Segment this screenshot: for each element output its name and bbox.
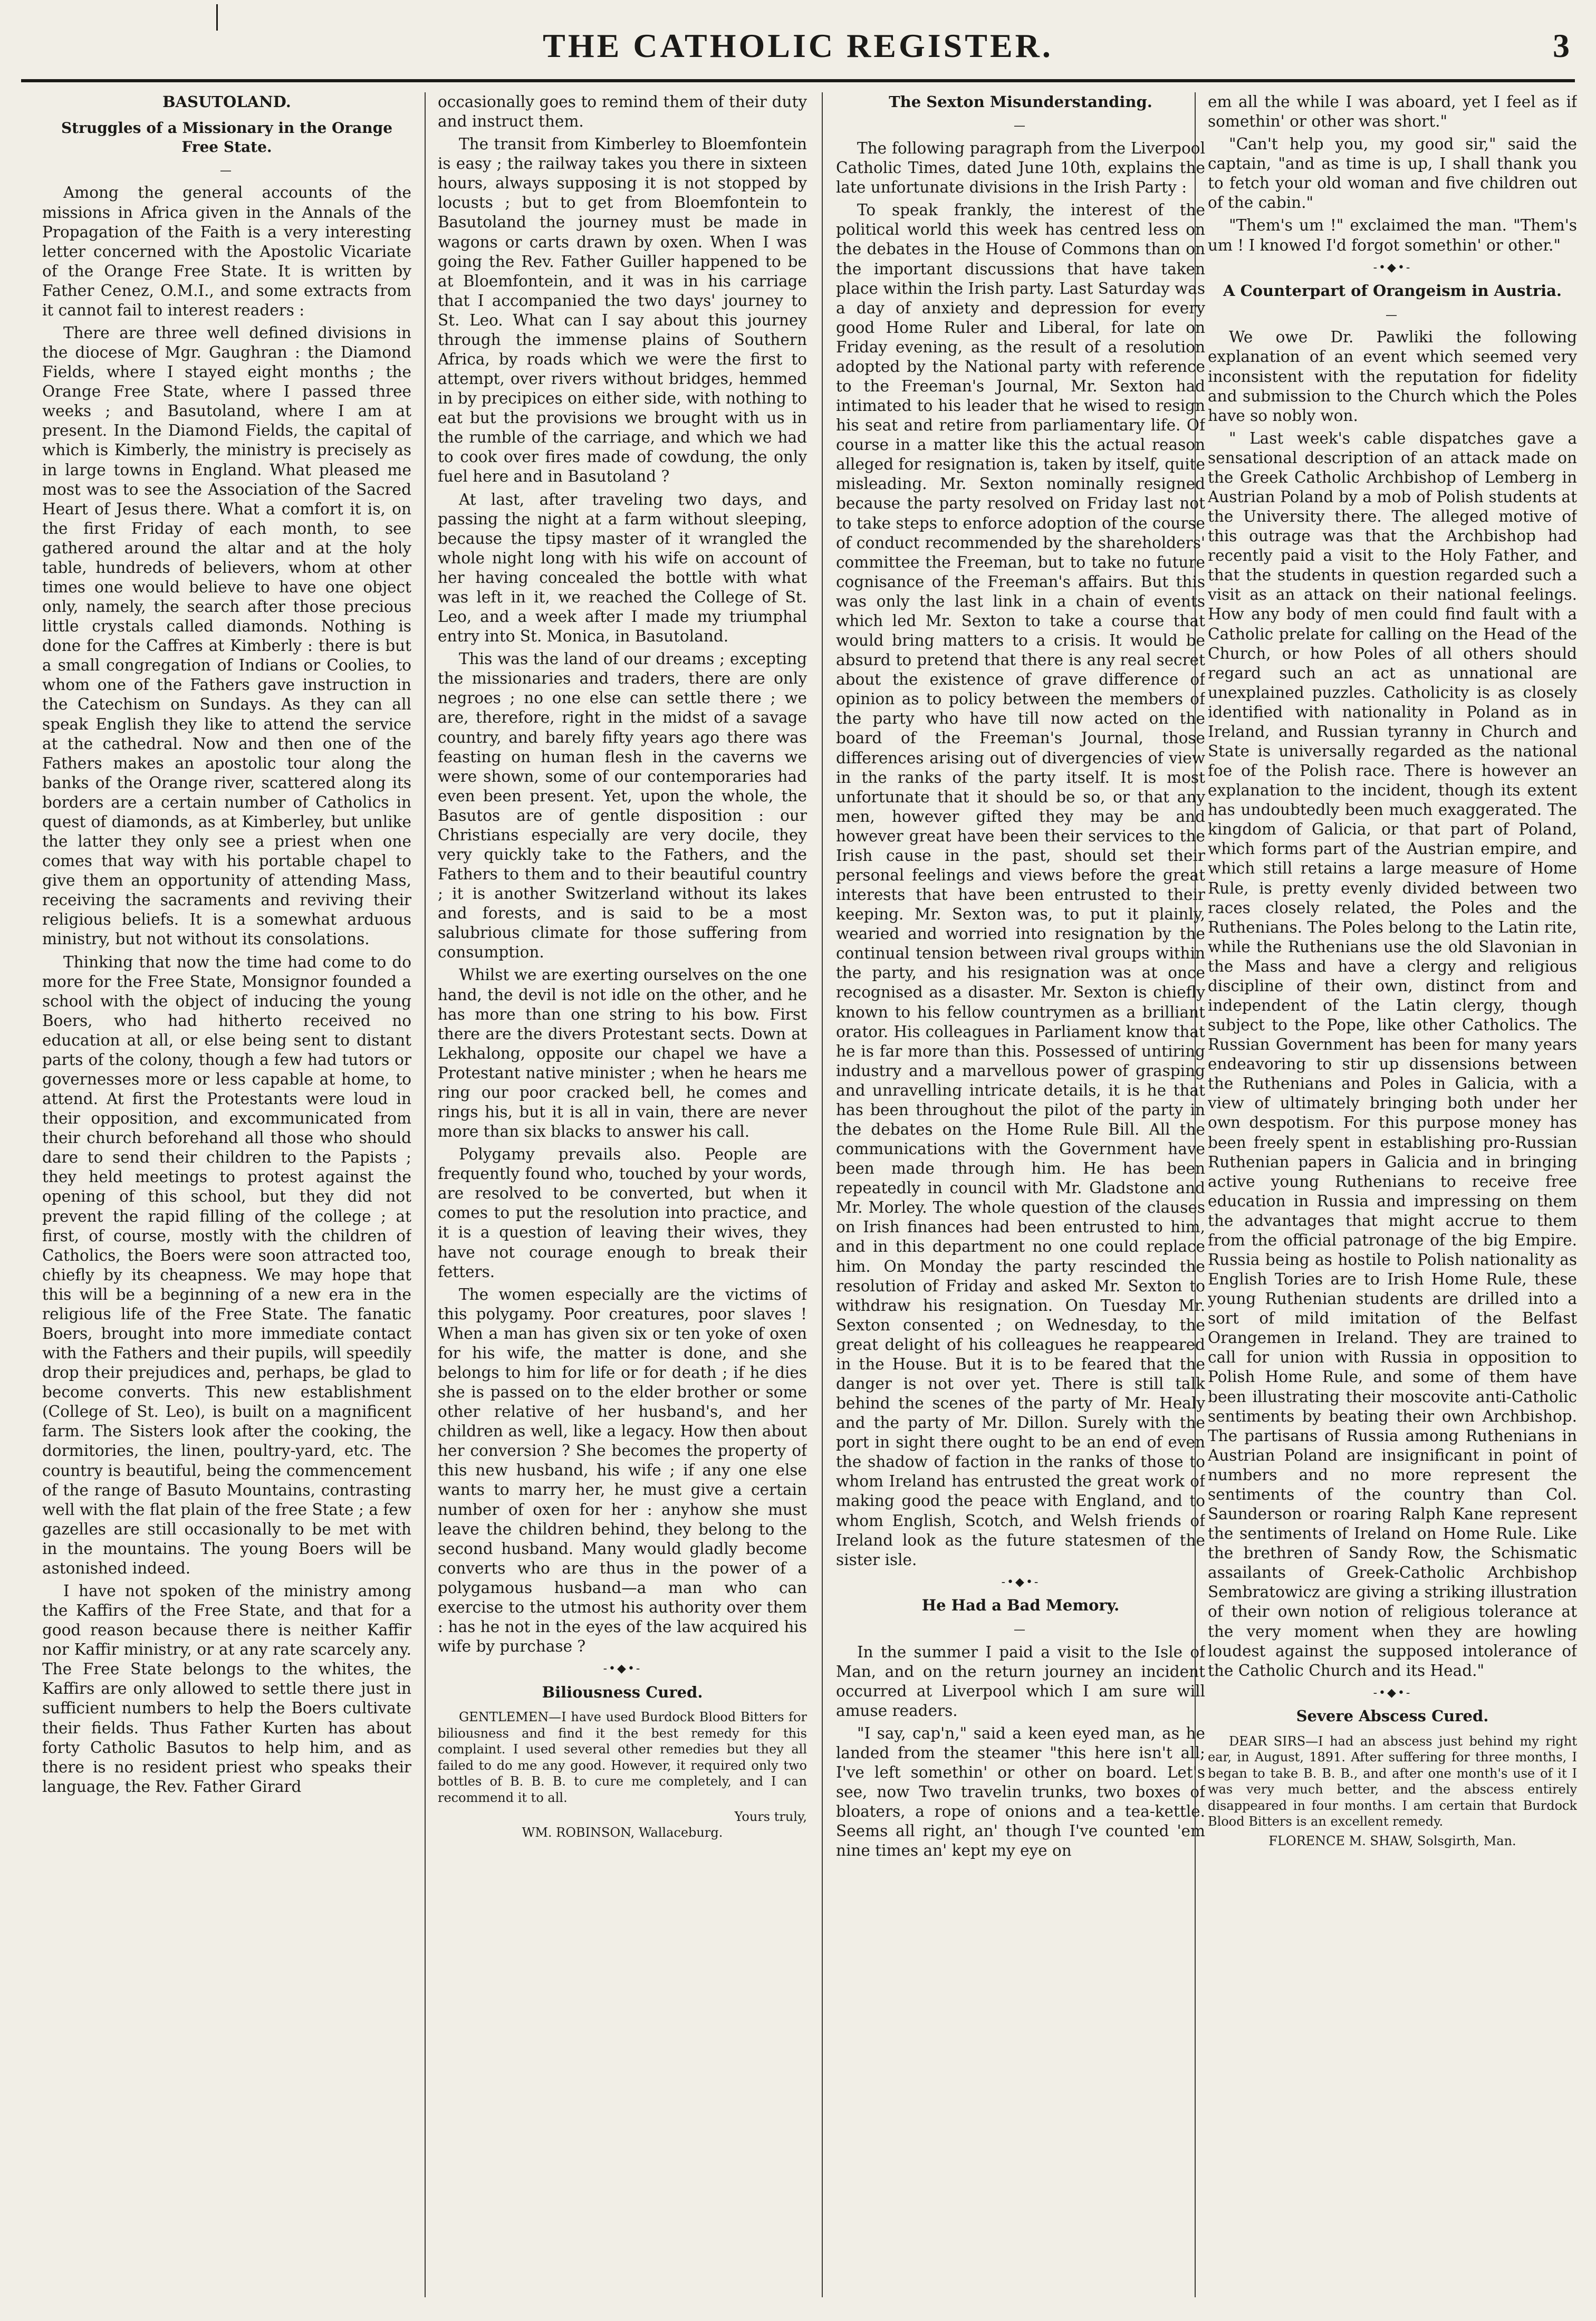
column-2	[438, 92, 807, 2297]
column-rule	[425, 92, 426, 2297]
column-rule	[822, 92, 823, 2297]
paragraph: In the summer I paid a visit to the Isle of Man, and on the return journey an incident occurred at Liverpool which I am sure will amuse readers.	[836, 1643, 1205, 1720]
ad-body: GENTLEMEN—I have used Burdock Blood Bitters for biliousness and find it the best remedy for this complaint. I used several other remedies but they all failed to do me any good. However, it required only two bottles of B. B. B. to cure me completely, and I can recommend it to all.	[438, 1710, 807, 1805]
separator-ornament: -•◆•-	[603, 1662, 642, 1676]
short-rule: —	[1386, 308, 1399, 322]
article-heading: He Had a Bad Memory.	[921, 1596, 1120, 1615]
short-rule: —	[1014, 1623, 1027, 1636]
separator-ornament: -•◆•-	[1373, 261, 1412, 274]
ad-closing: Yours truly,	[734, 1809, 807, 1825]
short-rule: —	[1014, 119, 1027, 133]
column-1	[42, 92, 411, 2297]
article-heading: A Counterpart of Orangeism in Austria.	[1223, 282, 1562, 300]
ad-heading: Biliousness Cured.	[542, 1683, 703, 1701]
paragraph: I have not spoken of the ministry among the Kaffirs of the Free State, and that for a good reason because there is neither Kaffir nor Kaffir ministry, or at any rate scarcely any. The Free State belongs to the whites, the Kaffirs are only allowed to settle there just in sufficient numbers to help the Boers cultivate their fields. Thus Father Kurten has about forty Catholic Basutos to help him, and as there is no resident priest who speaks their language, the Rev. Father Girard	[42, 1582, 411, 1796]
page-number: 3	[1553, 27, 1570, 64]
paragraph: "Can't help you, my good sir," said the captain, "and as time is up, I shall thank you to fetch your old woman and five children out of the cabin."	[1208, 135, 1577, 212]
paragraph: em all the while I was aboard, yet I feel as if somethin' or other was short."	[1208, 93, 1577, 131]
paragraph: There are three well defined divisions in the diocese of Mgr. Gaughran : the Diamond Fields, where I stayed eight months ; the Orange Free State, where I passed three weeks ; and Basutoland, where I am at present. In the Diamond Fields, the capital of which is Kimberly, the ministry is precisely as in large towns in England. What pleased me most was to see the Association of the Sacred Heart of Jesus there. What a comfort it is, on the first Friday of each month, to see gathered around the altar and at the holy table, hundreds of believers, whom at other times one would believe to have one object only, namely, the search after those precious little crystals called diamonds. Nothing is done for the Caffres at Kimberly : there is but a small congregation of Indians or Coolies, to whom one of the Fathers gave instruction in the Catechism on Sundays. As they can all speak English they like to attend the service at the cathedral. Now and then one of the Fathers makes an apostolic tour along the banks of the Orange river, scattered along its borders are a certain number of Catholics in quest of diamonds, as at Kimberley, but unlike the latter they only see a priest when one comes that way with his portable chapel to give them an opportunity of attending Mass, receiving the sacraments and reviving their religious beliefs. It is a somewhat arduous ministry, but not without its consolations.	[42, 324, 411, 948]
paragraph: occasionally goes to remind them of their duty and instruct them.	[438, 93, 807, 131]
article-heading: The Sexton Misunderstanding.	[889, 93, 1152, 111]
masthead	[21, 11, 1575, 82]
ad-heading: Severe Abscess Cured.	[1296, 1707, 1489, 1725]
paragraph: Among the general accounts of the missions in Africa given in the Annals of the Propagation of the Faith is a very interesting letter concerned with the Apostolic Vicariate of the Orange Free State. It is written by Father Cenez, O.M.I., and some extracts from it cannot fail to interest readers :	[42, 184, 411, 319]
paragraph: To speak frankly, the interest of the political world this week has centred less on the debates in the House of Commons than on the important discussions that have taken place within the Irish party. Last Saturday was a day of anxiety and depression for every good Home Ruler and Liberal, for late on Friday evening, as the result of a resolution adopted by the National party with reference to the Freeman's Journal, Mr. Sexton had intimated to his leader that he wised to resign his seat and retire from parliamentary life. Of course in a matter like this the actual reason alleged for resignation is, taken by itself, quite misleading. Mr. Sexton nominally resigned because the party resolved on Friday last not to take steps to enforce adoption of the course of conduct recommended by the shareholders' committee the Freeman, but to take no future cognisance of the Freeman's affairs. But this was only the last link in a chain of events which led Mr. Sexton to take a course that would bring matters to a crisis. It would be absurd to pretend that there is any real secret about the existence of grave difference of opinion as to policy between the members of the party who have till now acted on the board of the Freeman's Journal, those differences arising out of divergencies of view in the ranks of the party itself. It is most unfortunate that it should be so, or that any men, however gifted they may be and however great have been their services to the Irish cause in the past, should set their personal feelings and views before the great interests that have been entrusted to their keeping. Mr. Sexton was, to put it plainly, wearied and worried into resignation by the continual tension between rival groups within the party, and his resignation was at once recognised as a disaster. Mr. Sexton is chiefly known to his fellow countrymen as a brilliant orator. His colleagues in Parliament know that he is far more than this. Possessed of untiring industry and a marvellous power of grasping and unravelling intricate details, it is he that has been throughout the pilot of the party in the debates on the Home Rule Bill. All the communications with the Government have been made through him. He has been repeatedly in council with Mr. Gladstone and Mr. Morley. The whole question of the clauses on Irish finances had been entrusted to him, and in this department no one could replace him. On Monday the party rescinded the resolution of Friday and asked Mr. Sexton to withdraw his resignation. On Tuesday Mr. Sexton consented ; on Wednesday, to the great delight of his colleagues he reappeared in the House. But it is to be feared that the danger is not over yet. There is still talk behind the scenes of the party of Mr. Healy and the party of Mr. Dillon. Surely with the port in sight there ought to be an end of even the shadow of faction in the ranks of those to whom Ireland has entrusted the great work of making good the peace with England, and to whom English, Scotch, and Welsh friends of Ireland look as the future statesmen of the sister isle.	[836, 201, 1205, 1569]
paragraph: The women especially are the victims of this polygamy. Poor creatures, poor slaves ! When a man has given six or ten yoke of oxen for his wife, the matter is done, and she belongs to him for life or for death ; if he dies she is passed on to the elder brother or some other relative of her husband's, and her children as well, like a legacy. How then about her conversion ? She becomes the property of this new husband, his wife ; if any one else wants to marry her, he must give a certain number of oxen for her : anyhow she must leave the children behind, they belong to the second husband. Many would gladly become converts who are thus in the power of a polygamous husband—a man who can exercise to the utmost his authority over them : has he not in the eyes of the law acquired his wife by purchase ?	[438, 1285, 807, 1656]
paragraph: The following paragraph from the Liverpool Catholic Times, dated June 10th, explains the late unfortunate divisions in the Irish Party :	[836, 139, 1205, 197]
paragraph: We owe Dr. Pawliki the following explanation of an event which seemed very inconsistent with the reputation for fidelity and submission to the Church which the Poles have so nobly won.	[1208, 328, 1577, 425]
column-4	[1208, 92, 1577, 2297]
separator-ornament: -•◆•-	[1373, 1686, 1412, 1700]
paragraph: At last, after traveling two days, and passing the night at a farm without sleeping, because the tipsy master of it wrangled the whole night long with his wife on account of her having concealed the bottle with what was left in it, we reached the College of St. Leo, and a week after I made my triumphal entry into St. Monica, in Basutoland.	[438, 490, 807, 646]
paragraph: Whilst we are exerting ourselves on the one hand, the devil is not idle on the other, and he has more than one string to his bow. First there are the divers Protestant sects. Down at Lekhalong, opposite our chapel we have a Protestant native minister ; when he hears me ring our poor cracked bell, he comes and rings his, but it is all in vain, there are never more than six blacks to answer his call.	[438, 966, 807, 1141]
paragraph: Thinking that now the time had come to do more for the Free State, Monsignor founded a school with the object of inducing the young Boers, who had hitherto received no education at all, or else being sent to distant parts of the colony, though a few had tutors or governesses more or less capable at home, to attend. At first the Protestants were loud in their opposition, and excommunicated from their church beforehand all those who should dare to send their children to the Papists ; they held meetings to protest against the opening of this school, but they did not prevent the rapid filling of the college ; at first, of course, mostly with the children of Catholics, the Boers were soon attracted too, chiefly by its cheapness. We may hope that this will be a beginning of a new era in the religious life of the Free State. The fanatic Boers, brought into more immediate contact with the Fathers and their pupils, will speedily drop their prejudices and, perhaps, be glad to become converts. This new establishment (College of St. Leo), is built on a magnificent farm. The Sisters look after the cooking, the dormitories, the linen, poultry-yard, etc. The country is beautiful, being the commencement of the range of Basuto Mountains, contrasting well with the flat plain of the free State ; a few gazelles are still occasionally to be met with in the mountains. The young Boers will be astonished indeed.	[42, 953, 411, 1577]
paragraph: " Last week's cable dispatches gave a sensational description of an attack made on the Greek Catholic Archbishop of Lemberg in Austrian Poland by a mob of Polish students at the University there. The alleged motive of this outrage was that the Archbishop had recently paid a visit to the Holy Father, and that the students in question regarded such a visit as an attack on their national feelings. How any body of men could find fault with a Catholic prelate for calling on the Head of the Church, or how Poles of all others should regard such an act as unnational are unexplained puzzles. Catholicity is as closely identified with nationality in Poland as in Ireland, and Russian tyranny in Church and State is universally regarded as the national foe of the Polish race. There is however an explanation to the incident, though its extent has undoubtedly been much exaggerated. The kingdom of Galicia, or that part of Poland, which forms part of the Austrian empire, and which still retains a large measure of Home Rule, is pretty evenly divided between two races closely related, the Poles and the Ruthenians. The Poles belong to the Latin rite, while the Ruthenians use the old Slavonian in the Mass and have a clergy and religious discipline of their own, distinct from and independent of the Latin clergy, though subject to the Pope, like other Catholics. The Russian Government has been for many years endeavoring to stir up dissensions between the Ruthenians and Poles in Galicia, with a view of ultimately bringing both under her own despotism. For this purpose money has been freely spent in establishing pro-Russian Ruthenian papers in Galicia and in bringing active young Ruthenians to receive free education in Russia and impressing on them the advantages that might accrue to them from the official patronage of the big Empire. Russia being as hostile to Polish nationality as English Tories are to Irish Home Rule, these young Ruthenian students are drilled into a sort of mild imitation of the Belfast Orangemen in Ireland. They are trained to call for union with Russia in opposition to Polish Home Rule, and some of them have been illustrating their moscovite anti-Catholic sentiments by beating their own Archbishop. The partisans of Russia among Ruthenians in Austrian Poland are insignificant in point of numbers and no more represent the sentiments of the country than Col. Saunderson or roaring Ralph Kane represent the sentiments of Ireland on Home Rule. Like the brethren of Sandy Row, the Schismatic assailants of Greek-Catholic Archbishop Sembratowicz are giving a striking illustration of their own notion of religious tolerance at the very moment when they are howling loudest against the supposed intolerance of the Catholic Church and its Head."	[1208, 429, 1577, 1680]
short-rule: —	[220, 164, 234, 177]
ad-body: DEAR SIRS—I had an abscess just behind my right ear, in August, 1891. After suffering for three months, I began to take B. B. B., and after one month's use of it I was very much better, and the abscess entirely disappeared in four months. I am certain that Burdock Blood Bitters is an excellent remedy.	[1208, 1733, 1577, 1829]
paragraph: "I say, cap'n," said a keen eyed man, as he landed from the steamer "this here isn't all; I've left somethin' or other on board. Let's see, now Two travelin trunks, two boxes of bloaters, a rope of onions and a tea-kettle. Seems all right, an' though I've counted 'em nine times an' kept my eye on	[836, 1724, 1205, 1860]
paragraph: The transit from Kimberley to Bloemfontein is easy ; the railway takes you there in sixteen hours, always supposing it is not stopped by locusts ; but to get from Bloemfontein to Basutoland the journey must be made in wagons or carts drawn by oxen. When I was going the Rev. Father Guiller happened to be at Bloemfontein, and it was in his carriage that I accompanied the two days' journey to St. Leo. What can I say about this journey through the immense plains of Southern Africa, by roads which we were the first to attempt, over rivers without bridges, hemmed in by precipices on either side, with nothing to eat but the provisions we brought with us in the rumble of the carriage, and which we had to cook over fires made of cowdung, the only fuel here and in Basutoland ?	[438, 135, 807, 486]
article-heading: BASUTOLAND.	[162, 93, 291, 111]
ad-signature: WM. ROBINSON, Wallaceburg.	[522, 1825, 723, 1840]
separator-ornament: -•◆•-	[1001, 1575, 1040, 1589]
column-3	[836, 92, 1205, 2297]
article-subheading: Struggles of a Missionary in the Orange Free State.	[61, 119, 393, 156]
paragraph: "Them's um !" exclaimed the man. "Them's um ! I knowed I'd forgot somethin' or other."	[1208, 216, 1577, 254]
paragraph: This was the land of our dreams ; excepting the missionaries and traders, there are only negroes ; no one else can settle there ; we are, therefore, right in the midst of a savage country, and barely fifty years ago there was feasting on human flesh in the caverns we were shown, some of our contemporaries had even been present. Yet, upon the whole, the Basutos are of gentle disposition : our Christians especially are very docile, they very quickly take to the Fathers, and the Fathers to them and to their beautiful country ; it is another Switzerland without its lakes and forests, and is said to be a most salubrious climate for those suffering from consumption.	[438, 650, 807, 962]
ad-signature: FLORENCE M. SHAW, Solsgirth, Man.	[1268, 1833, 1516, 1848]
newspaper-title: THE CATHOLIC REGISTER.	[543, 27, 1053, 64]
paragraph: Polygamy prevails also. People are frequently found who, touched by your words, are resolved to be converted, but when it comes to put the resolution into practice, and it is a question of leaving their wives, they have not courage enough to break their fetters.	[438, 1145, 807, 1281]
